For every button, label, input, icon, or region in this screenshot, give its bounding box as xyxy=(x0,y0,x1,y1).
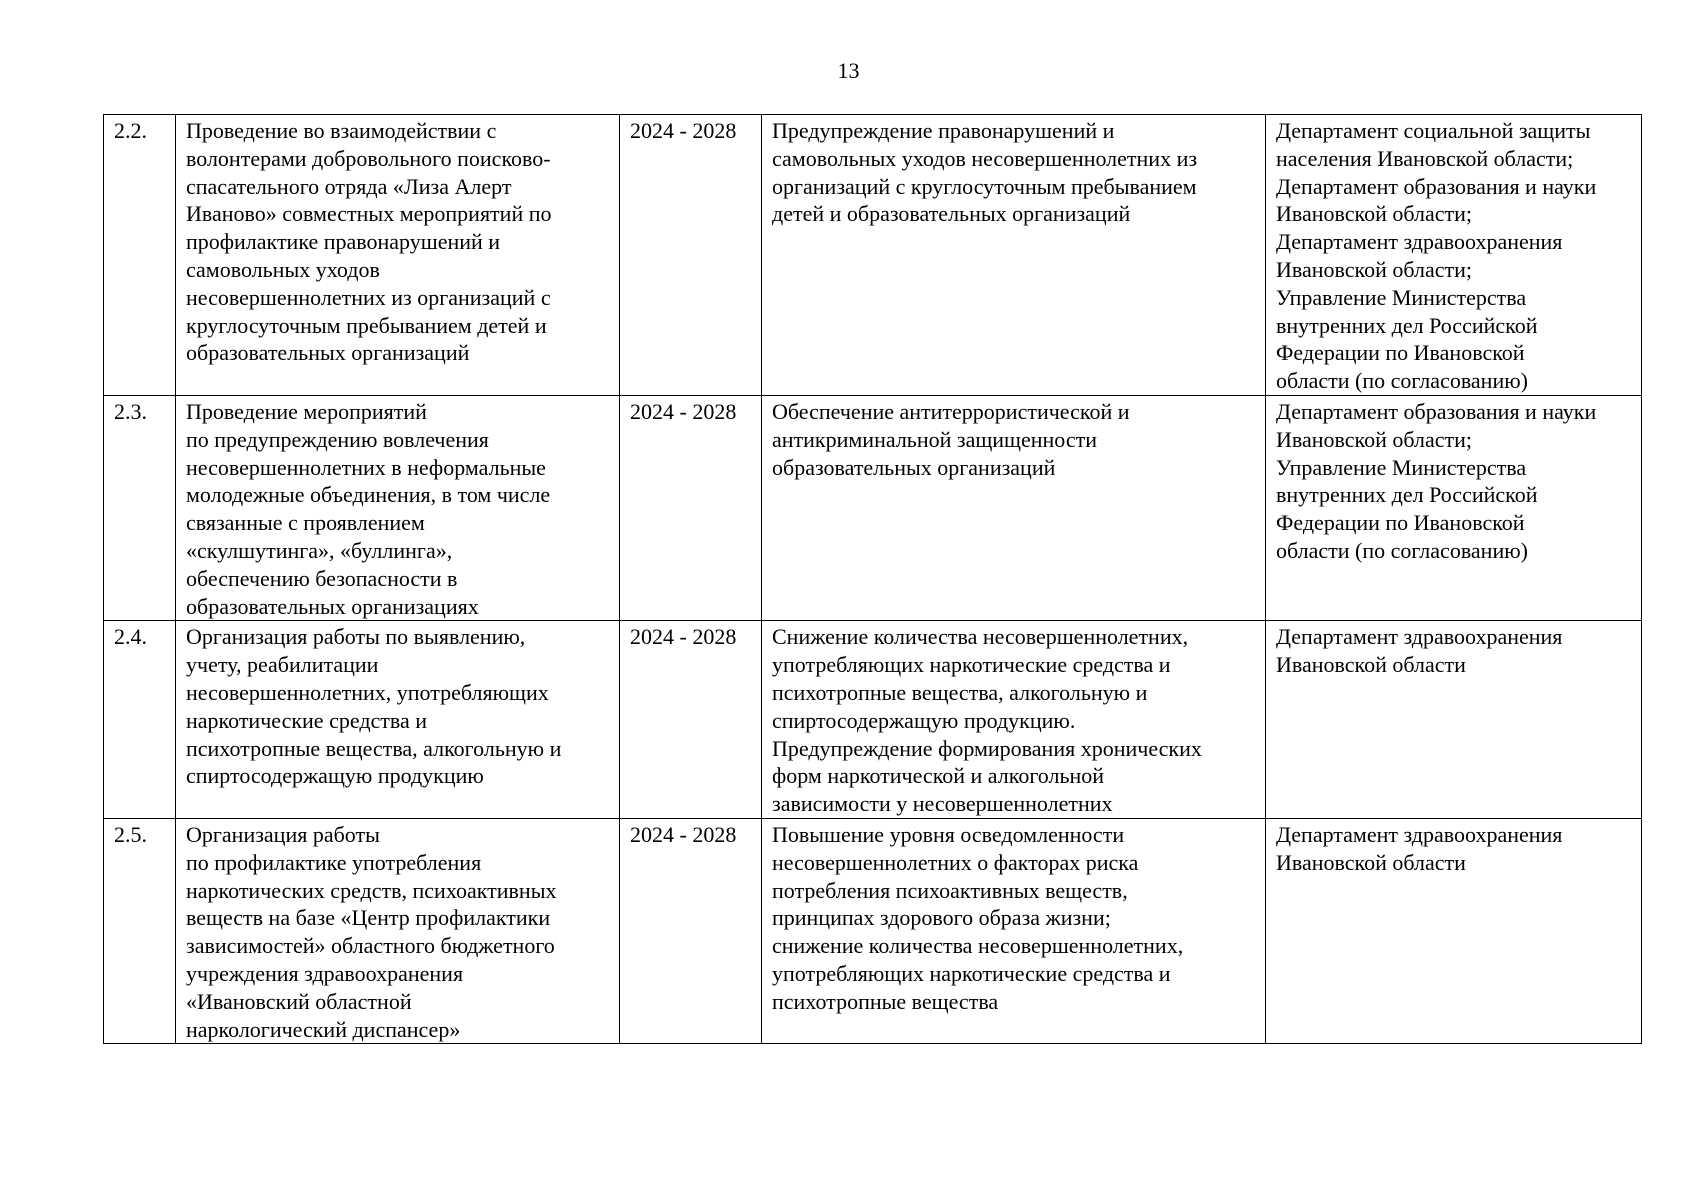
table-row xyxy=(104,395,1642,620)
text-line: веществ на базе «Центр профилактики xyxy=(186,905,551,931)
executor-cell xyxy=(1266,395,1642,620)
text-line: наркологический диспансер» xyxy=(186,1016,461,1042)
text-line: психотропные вещества, алкогольную и xyxy=(772,679,1148,705)
text-line: Ивановской области; xyxy=(1276,201,1473,227)
executor-cell xyxy=(1266,115,1642,396)
text-line: форм наркотической и алкогольной xyxy=(772,763,1105,789)
period-cell: 2024 - 2028 xyxy=(620,115,762,396)
row-number-cell: 2.4. xyxy=(104,621,176,819)
text-line: Проведение мероприятий xyxy=(186,398,427,424)
period-cell: 2024 - 2028 xyxy=(620,621,762,819)
result-cell xyxy=(762,115,1266,396)
executor-cell xyxy=(1266,621,1642,819)
text-line: Иваново» совместных мероприятий по xyxy=(186,201,552,227)
result-cell xyxy=(762,818,1266,1043)
text-line: Департамент здравоохранения xyxy=(1276,821,1563,847)
text-line: Проведение во взаимодействии с xyxy=(186,118,497,143)
text-line: внутренних дел Российской xyxy=(1276,312,1538,338)
text-line: зависимости у несовершеннолетних xyxy=(772,791,1113,817)
measures-table xyxy=(103,114,1642,1044)
text-line: Предупреждение формирования хронических xyxy=(772,735,1202,761)
text-line: Предупреждение правонарушений и xyxy=(772,118,1115,143)
text-line: внутренних дел Российской xyxy=(1276,482,1538,508)
result-cell xyxy=(762,621,1266,819)
text-line: Организация работы xyxy=(186,821,380,847)
result-cell xyxy=(762,395,1266,620)
text-line: психотропные вещества xyxy=(772,988,999,1014)
text-line: области (по согласованию) xyxy=(1276,537,1528,563)
text-line: Ивановской области xyxy=(1276,652,1466,678)
text-line: «скулшутинга», «буллинга», xyxy=(186,537,453,563)
text-line: учету, реабилитации xyxy=(186,652,379,678)
text-line: Федерации по Ивановской xyxy=(1276,340,1525,366)
text-line: употребляющих наркотические средства и xyxy=(772,960,1171,986)
text-line: круглосуточным пребыванием детей и xyxy=(186,312,547,338)
text-line: Департамент образования и науки xyxy=(1276,398,1597,424)
text-line: учреждения здравоохранения xyxy=(186,960,464,986)
table-row xyxy=(104,115,1642,396)
text-line: Департамент социальной защиты xyxy=(1276,118,1591,143)
text-line: по профилактике употребления xyxy=(186,849,482,875)
text-line: связанные с проявлением xyxy=(186,510,425,536)
event-cell xyxy=(176,621,620,819)
text-line: населения Ивановской области; xyxy=(1276,145,1574,171)
event-cell xyxy=(176,395,620,620)
text-line: профилактике правонарушений и xyxy=(186,229,501,255)
text-line: образовательных организаций xyxy=(772,454,1056,480)
text-line: несовершеннолетних из организаций с xyxy=(186,284,551,310)
text-line: снижение количества несовершеннолетних, xyxy=(772,933,1184,959)
text-line: Повышение уровня осведомленности xyxy=(772,821,1125,847)
text-line: организаций с круглосуточным пребыванием xyxy=(772,173,1197,199)
text-line: спасательного отряда «Лиза Алерт xyxy=(186,173,512,199)
row-number-cell: 2.5. xyxy=(104,818,176,1043)
text-line: несовершеннолетних в неформальные xyxy=(186,454,546,480)
text-line: образовательных организациях xyxy=(186,593,479,619)
page-number: 13 xyxy=(837,58,860,83)
text-line: наркотические средства и xyxy=(186,707,428,733)
event-cell xyxy=(176,818,620,1043)
text-line: принципах здорового образа жизни; xyxy=(772,905,1111,931)
text-line: Федерации по Ивановской xyxy=(1276,510,1525,536)
text-line: самовольных уходов несовершеннолетних из xyxy=(772,145,1198,171)
text-line: употребляющих наркотические средства и xyxy=(772,652,1171,678)
table-row xyxy=(104,621,1642,819)
text-line: детей и образовательных организаций xyxy=(772,201,1131,227)
text-line: Департамент образования и науки xyxy=(1276,173,1597,199)
period-cell: 2024 - 2028 xyxy=(620,818,762,1043)
text-line: молодежные объединения, в том числе xyxy=(186,482,551,508)
text-line: «Ивановский областной xyxy=(186,988,412,1014)
text-line: Обеспечение антитеррористической и xyxy=(772,398,1130,424)
row-number-cell: 2.3. xyxy=(104,395,176,620)
text-line: Ивановской области xyxy=(1276,849,1466,875)
period-cell: 2024 - 2028 xyxy=(620,395,762,620)
text-line: Снижение количества несовершеннолетних, xyxy=(772,624,1189,650)
text-line: психотропные вещества, алкогольную и xyxy=(186,735,562,761)
text-line: Организация работы по выявлению, xyxy=(186,624,526,650)
text-line: области (по согласованию) xyxy=(1276,368,1528,394)
text-line: волонтерами добровольного поисково- xyxy=(186,145,551,171)
text-line: Ивановской области; xyxy=(1276,426,1473,452)
text-line: образовательных организаций xyxy=(186,340,470,366)
text-line: по предупреждению вовлечения xyxy=(186,426,489,452)
text-line: потребления психоактивных веществ, xyxy=(772,877,1128,903)
text-line: наркотических средств, психоактивных xyxy=(186,877,557,903)
text-line: антикриминальной защищенности xyxy=(772,426,1097,452)
text-line: Департамент здравоохранения xyxy=(1276,624,1563,650)
row-number-cell: 2.2. xyxy=(104,115,176,396)
text-line: спиртосодержащую продукцию. xyxy=(772,707,1076,733)
table-row xyxy=(104,818,1642,1043)
text-line: самовольных уходов xyxy=(186,256,380,282)
text-line: несовершеннолетних о факторах риска xyxy=(772,849,1139,875)
text-line: Ивановской области; xyxy=(1276,256,1473,282)
text-line: Управление Министерства xyxy=(1276,284,1527,310)
text-line: спиртосодержащую продукцию xyxy=(186,763,484,789)
event-cell xyxy=(176,115,620,396)
text-line: обеспечению безопасности в xyxy=(186,565,458,591)
text-line: Департамент здравоохранения xyxy=(1276,229,1563,255)
text-line: несовершеннолетних, употребляющих xyxy=(186,679,549,705)
text-line: зависимостей» областного бюджетного xyxy=(186,933,555,959)
measures-table-body xyxy=(104,115,1642,1044)
text-line: Управление Министерства xyxy=(1276,454,1527,480)
executor-cell xyxy=(1266,818,1642,1043)
